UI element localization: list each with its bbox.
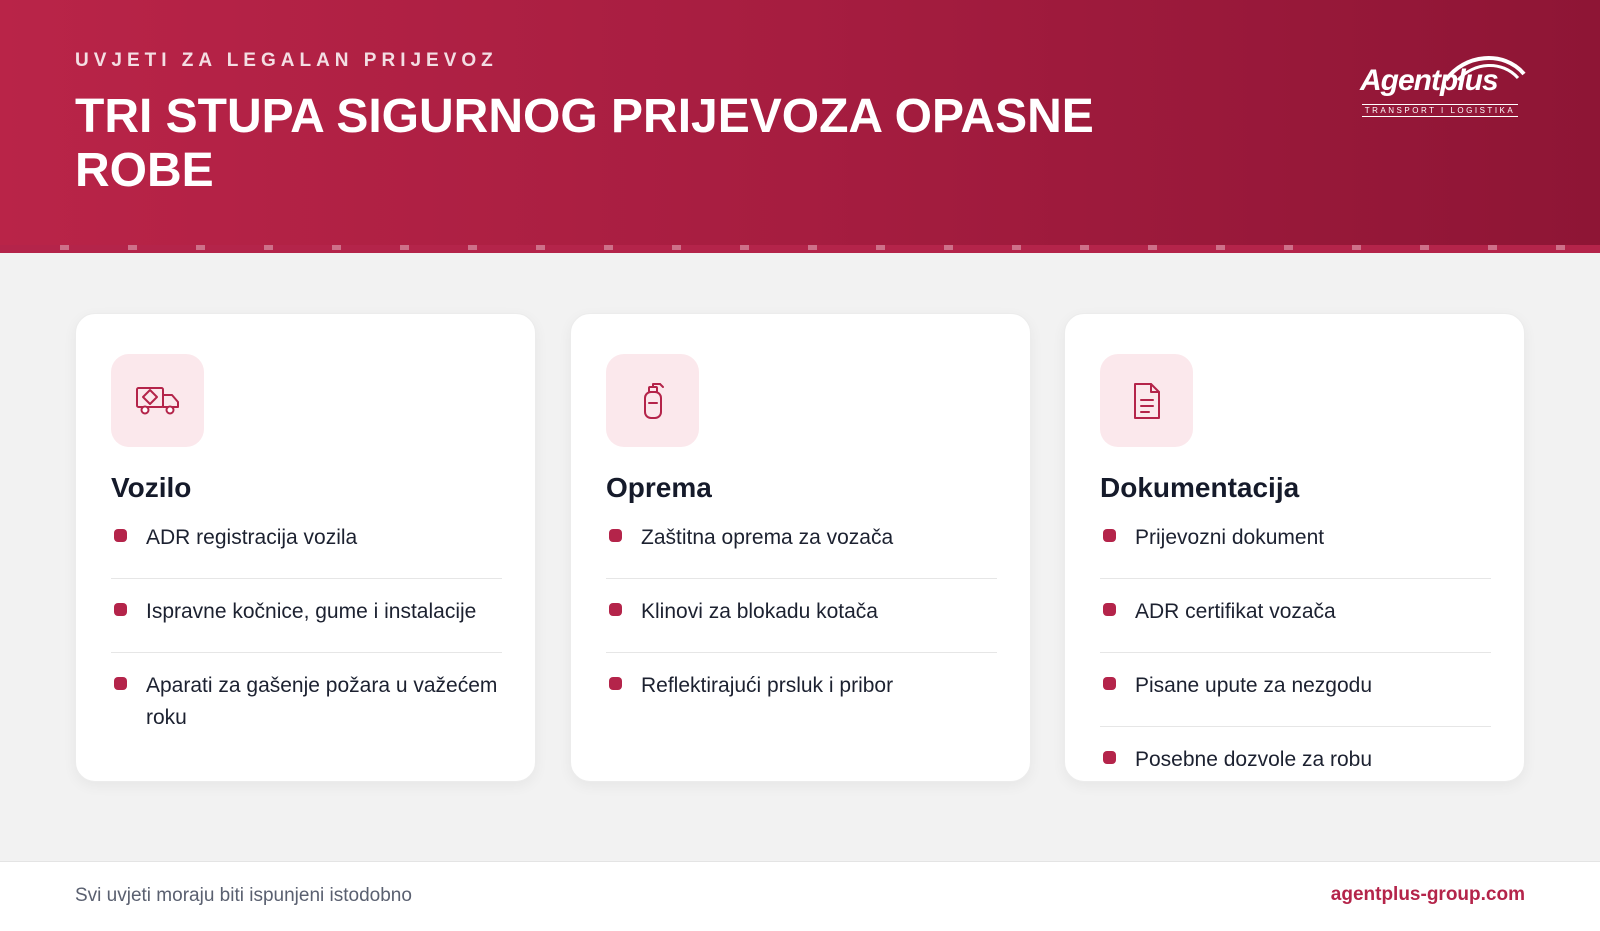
- list-item-text: Reflektirajući prsluk i pribor: [641, 674, 894, 697]
- truck-icon: [135, 385, 181, 417]
- bullet-icon: [1103, 751, 1116, 764]
- agentplus-logo: [1356, 50, 1526, 120]
- logo-tagline: TRANSPORT I LOGISTIKA: [1362, 104, 1518, 117]
- card-title: Vozilo: [111, 472, 192, 503]
- list-item: [111, 596, 502, 653]
- list-item: [1100, 744, 1491, 801]
- list-item: [111, 522, 502, 579]
- list-item-text: Pisane upute za nezgodu: [1135, 674, 1373, 697]
- header-dash: [1556, 245, 1565, 250]
- list-item-text: Aparati za gašenje požara u važećem roku: [146, 674, 498, 729]
- bullet-icon: [1103, 529, 1116, 542]
- list-item-text: Zaštitna oprema za vozača: [641, 526, 894, 549]
- card-vozilo: [75, 313, 536, 782]
- bullet-icon: [1103, 603, 1116, 616]
- header-dash: [128, 245, 137, 250]
- header-dash: [604, 245, 613, 250]
- header-dash: [876, 245, 885, 250]
- header-dash-strip: [0, 245, 1600, 253]
- header-dash: [468, 245, 477, 250]
- list-item-text: ADR certifikat vozača: [1135, 600, 1336, 623]
- card-oprema: [570, 313, 1031, 782]
- bullet-icon: [114, 529, 127, 542]
- header-dash: [1148, 245, 1157, 250]
- header-dash: [1284, 245, 1293, 250]
- header-banner: [0, 0, 1600, 253]
- requirement-list: [606, 522, 997, 744]
- header-dash: [1080, 245, 1089, 250]
- header-dash: [740, 245, 749, 250]
- list-item-text: Prijevozni dokument: [1135, 526, 1325, 549]
- footer-note: Svi uvjeti moraju biti ispunjeni istodobno: [75, 885, 412, 906]
- card-icon-box: [606, 354, 699, 447]
- bullet-icon: [609, 677, 622, 690]
- bullet-icon: [609, 529, 622, 542]
- requirement-list: [1100, 522, 1491, 818]
- list-item: [1100, 522, 1491, 579]
- header-dash: [400, 245, 409, 250]
- page-title: TRI STUPA SIGURNOG PRIJEVOZA OPASNE ROBE: [75, 90, 1094, 197]
- header-dash: [1352, 245, 1361, 250]
- pillars-cards: [75, 313, 1525, 782]
- list-item: [1100, 670, 1491, 727]
- list-item: [111, 670, 502, 747]
- header-dash: [1488, 245, 1497, 250]
- list-item: [606, 596, 997, 653]
- list-item-text: ADR registracija vozila: [146, 526, 358, 549]
- header-dash: [944, 245, 953, 250]
- header-dash: [672, 245, 681, 250]
- header-dash: [1012, 245, 1021, 250]
- list-item-text: Posebne dozvole za robu: [1135, 748, 1372, 771]
- logo-wordmark: Agentplus: [1360, 64, 1498, 97]
- bullet-icon: [609, 603, 622, 616]
- extinguisher-icon: [640, 382, 666, 420]
- header-dash: [1420, 245, 1429, 250]
- eyebrow-label: UVJETI ZA LEGALAN PRIJEVOZ: [75, 50, 498, 71]
- card-dokumentacija: [1064, 313, 1525, 782]
- document-icon: [1132, 382, 1162, 420]
- footer: [0, 861, 1600, 931]
- header-dash: [264, 245, 273, 250]
- card-title: Oprema: [606, 472, 712, 503]
- list-item-text: Ispravne kočnice, gume i instalacije: [146, 600, 477, 623]
- header-dash: [536, 245, 545, 250]
- list-item: [606, 670, 997, 727]
- list-item-text: Klinovi za blokadu kotača: [641, 600, 878, 623]
- card-title: Dokumentacija: [1100, 472, 1300, 503]
- list-item: [606, 522, 997, 579]
- header-dash: [196, 245, 205, 250]
- header-dash: [60, 245, 69, 250]
- header-dash: [808, 245, 817, 250]
- list-item: [1100, 596, 1491, 653]
- header-dash: [332, 245, 341, 250]
- bullet-icon: [114, 677, 127, 690]
- header-dash: [1216, 245, 1225, 250]
- card-icon-box: [1100, 354, 1193, 447]
- website-link[interactable]: agentplus-group.com: [1330, 884, 1525, 905]
- bullet-icon: [114, 603, 127, 616]
- card-icon-box: [111, 354, 204, 447]
- requirement-list: [111, 522, 502, 764]
- bullet-icon: [1103, 677, 1116, 690]
